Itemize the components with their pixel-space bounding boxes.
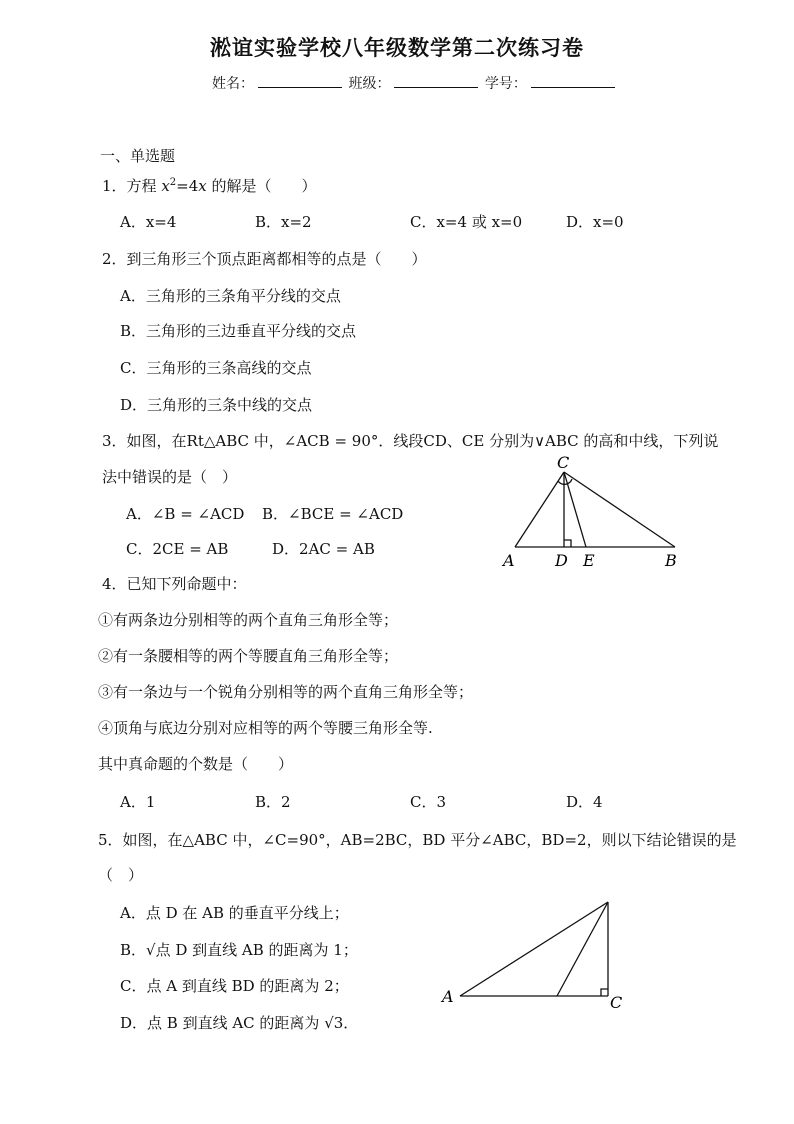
question-1-stem — [102, 175, 317, 196]
number-label: 学号： — [484, 76, 527, 92]
segment-ab — [460, 902, 608, 996]
q5-option-d[interactable]: D．点 B 到直线 AC 的距离为 √3． — [120, 1014, 359, 1032]
q5-triangle-figure — [438, 890, 638, 1020]
name-label: 姓名： — [212, 76, 254, 92]
q1-option-b[interactable]: B．x=2 — [255, 213, 312, 231]
q4-ask: 其中真命题的个数是（ ） — [98, 755, 294, 773]
segment-bd — [557, 902, 608, 996]
label-e: E — [583, 551, 595, 570]
q1-option-c[interactable]: C．x=4 或 x=0 — [410, 213, 523, 231]
q5-option-b[interactable]: B．√点 D 到直线 AB 的距离为 1； — [120, 941, 358, 959]
q4-proposition-3: ③有一条边与一个锐角分别相等的两个直角三角形全等； — [98, 683, 474, 701]
label-d: D — [555, 551, 568, 570]
q4-option-c[interactable]: C．3 — [410, 793, 447, 811]
student-info-line — [212, 73, 617, 93]
class-blank[interactable] — [394, 75, 478, 88]
segment-ac — [515, 472, 564, 547]
section-heading: 一、单选题 — [100, 147, 176, 165]
q4-option-b[interactable]: B．2 — [255, 793, 291, 811]
question-5-line-1: 5．如图，在△ABC 中，∠C=90°，AB=2BC，BD 平分∠ABC，BD=2，则以下结论错误的是 — [98, 831, 737, 849]
right-angle-mark-d — [564, 540, 571, 547]
q3-triangle-figure — [495, 450, 695, 575]
q3-option-b[interactable]: B．∠BCE = ∠ACD — [262, 505, 404, 523]
label-a: A — [503, 551, 515, 570]
q4-proposition-2: ②有一条腰相等的两个等腰直角三角形全等； — [98, 647, 399, 665]
question-5-line-2: （ ） — [98, 866, 144, 884]
q1-var-x: x — [161, 177, 170, 195]
q5-option-a[interactable]: A．点 D 在 AB 的垂直平分线上； — [120, 904, 349, 922]
q1-option-a[interactable]: A．x=4 — [120, 213, 177, 231]
q2-option-a[interactable]: A．三角形的三条角平分线的交点 — [120, 287, 341, 305]
q3-option-c[interactable]: C．2CE = AB — [126, 540, 229, 558]
q1-var-x2: x — [198, 177, 207, 195]
number-blank[interactable] — [531, 75, 615, 88]
q5-option-c[interactable]: C．点 A 到直线 BD 的距离为 2； — [120, 977, 349, 995]
q1-text-b: =4 — [176, 177, 199, 195]
q3-option-d[interactable]: D．2AC = AB — [272, 540, 375, 558]
right-angle-mark-c — [558, 479, 572, 484]
q1-text-c: 的解是（ ） — [206, 177, 317, 195]
label-c: C — [557, 453, 570, 472]
q2-option-c[interactable]: C．三角形的三条高线的交点 — [120, 359, 312, 377]
q1-option-d[interactable]: D．x=0 — [566, 213, 624, 231]
q2-option-b[interactable]: B．三角形的三边垂直平分线的交点 — [120, 322, 357, 340]
question-3-line-1: 3．如图，在Rt△ABC 中，∠ACB = 90°．线段CD、CE 分别为∨ABC 的高和中线，下列说 — [102, 432, 719, 450]
right-angle-mark-c — [601, 989, 608, 996]
q4-proposition-1: ①有两条边分别相等的两个直角三角形全等； — [98, 611, 399, 629]
label-c: C — [610, 993, 623, 1012]
page-title: 淞谊实验学校八年级数学第二次练习卷 — [210, 35, 584, 60]
q3-option-a[interactable]: A．∠B = ∠ACD — [126, 505, 245, 523]
label-b: B — [665, 551, 677, 570]
q1-text-a: 1．方程 — [102, 177, 162, 195]
question-2-stem: 2．到三角形三个顶点距离都相等的点是（ ） — [102, 250, 427, 268]
class-label: 班级： — [348, 76, 391, 92]
segment-bc — [564, 472, 675, 547]
q4-proposition-4: ④顶角与底边分别对应相等的两个等腰三角形全等. — [98, 719, 433, 737]
name-blank[interactable] — [258, 75, 342, 88]
q1-exponent: 2 — [169, 177, 177, 188]
label-a: A — [442, 987, 454, 1006]
q4-option-d[interactable]: D．4 — [566, 793, 603, 811]
question-3-line-2: 法中错误的是（ ） — [102, 468, 238, 486]
q4-option-a[interactable]: A．1 — [120, 793, 156, 811]
q2-option-d[interactable]: D．三角形的三条中线的交点 — [120, 396, 313, 414]
question-4-stem: 4．已知下列命题中： — [102, 575, 247, 593]
